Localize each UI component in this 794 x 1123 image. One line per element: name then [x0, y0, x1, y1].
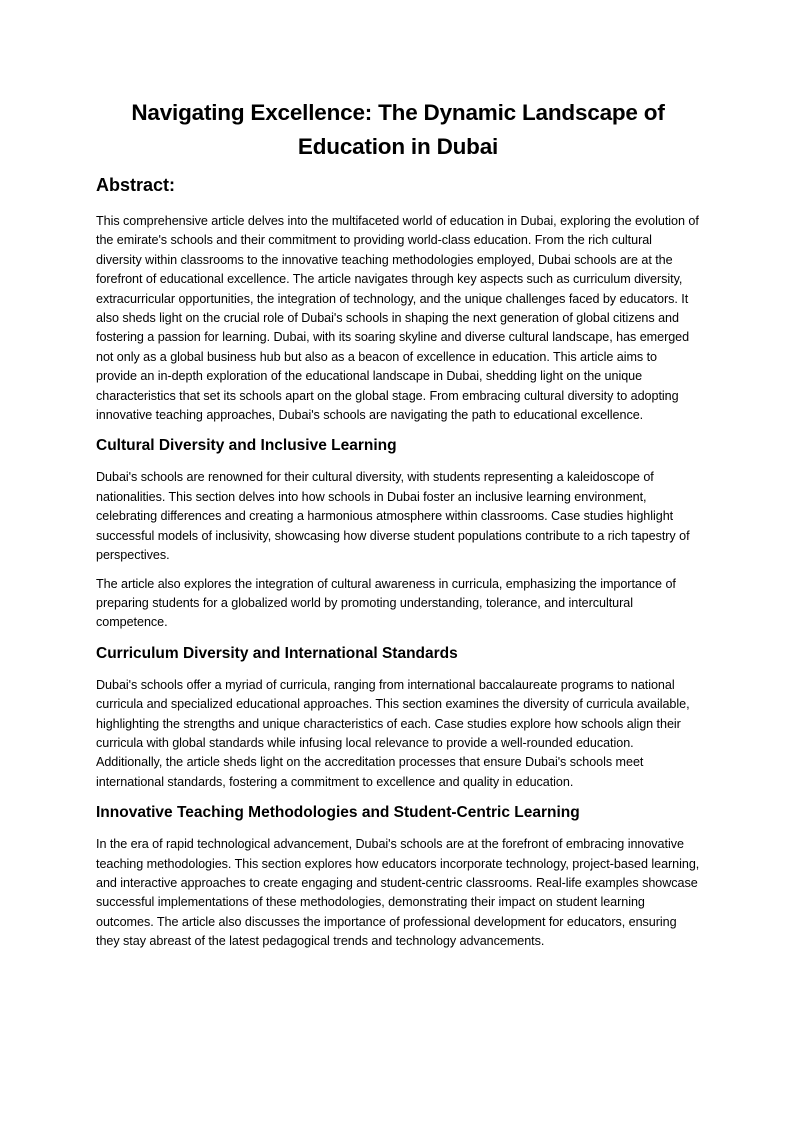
section-curriculum-diversity: [96, 643, 700, 792]
section-heading: Cultural Diversity and Inclusive Learning: [96, 437, 397, 455]
section-paragraph: The article also explores the integration of cultural awareness in curricula, emphasizing the importance of preparing students for a globalized world by promoting understanding, tolerance, and intercultural competence.: [96, 576, 676, 630]
abstract-heading: Abstract:: [96, 175, 176, 195]
section-cultural-diversity: [96, 435, 700, 632]
abstract-text: This comprehensive article delves into the multifaceted world of education in Dubai, exploring the evolution of the emirate's schools and their commitment to providing world-class education. From the rich cultural diversity within classrooms to the innovative teaching methodologies employed, Dubai schools are at the forefront of educational excellence. The article navigates through key aspects such as curriculum diversity, extracurricular opportunities, the integration of technology, and the unique challenges faced by educators. It also sheds light on the crucial role of Dubai's schools in shaping the next generation of global citizens and fostering a passion for learning. Dubai, with its soaring skyline and diverse cultural landscape, has emerged not only as a global business hub but also as a beacon of excellence in education. This article aims to provide an in-depth exploration of the educational landscape in Dubai, shedding light on the unique characteristics that set its schools apart on the global stage. From embracing cultural diversity to adopting innovative teaching approaches, Dubai's schools are navigating the path to educational excellence.: [96, 214, 699, 423]
section-paragraph: In the era of rapid technological advancement, Dubai's schools are at the forefront of embracing innovative teaching methodologies. This section explores how educators incorporate technology, project-based learning, and interactive approaches to create engaging and student-centric classrooms. Real-life examples showcase successful implementations of these methodologies, demonstrating their impact on student learning outcomes. The article also discusses the importance of professional development for educators, ensuring they stay abreast of the latest pedagogical trends and technology advancements.: [96, 837, 700, 949]
section-innovative-teaching: [96, 802, 700, 951]
section-paragraph: Dubai's schools are renowned for their cultural diversity, with students representing a kaleidoscope of nationalities. This section delves into how schools in Dubai foster an inclusive learning environment, celebrating differences and creating a harmonious atmosphere within classrooms. Case studies highlight successful models of inclusivity, showcasing how diverse student populations contribute to a rich tapestry of perspectives.: [96, 470, 690, 563]
section-heading: Innovative Teaching Methodologies and Student-Centric Learning: [96, 804, 580, 822]
section-heading: Curriculum Diversity and International Standards: [96, 644, 458, 662]
section-paragraph: Dubai's schools offer a myriad of curricula, ranging from international baccalaureate programs to national curricula and specialized educational approaches. This section examines the diversity of curricula available, highlighting the strengths and unique characteristics of each. Case studies explore how schools align their curricula with global standards while infusing local relevance to provide a well-rounded education. Additionally, the article sheds light on the accreditation processes that ensure Dubai's schools meet international standards, fostering a commitment to excellence and quality in education.: [96, 677, 690, 789]
document-page: [96, 96, 700, 961]
document-title: Navigating Excellence: The Dynamic Landscape of Education in Dubai: [131, 100, 665, 159]
